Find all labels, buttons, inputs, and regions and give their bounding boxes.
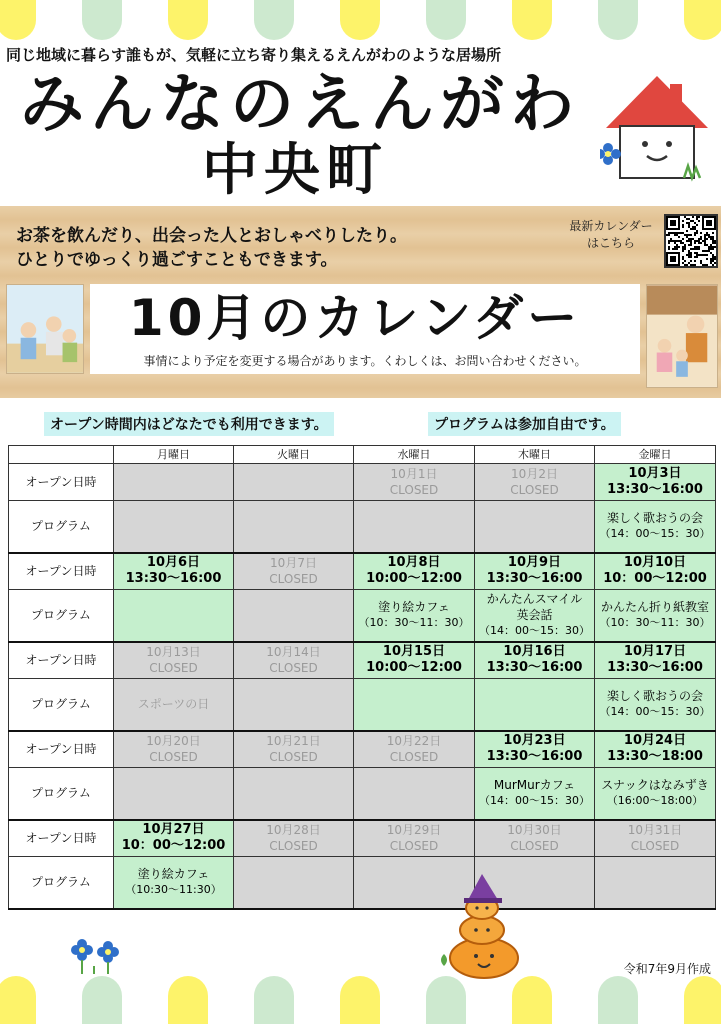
house-illustration-icon: [600, 70, 715, 190]
people-photo-left: [6, 284, 84, 374]
program-name: 塗り絵カフェ: [378, 600, 450, 615]
day-open-cell: [595, 731, 716, 768]
program-name: かんたんスマイル 英会話: [486, 592, 583, 623]
awning-stripe: [211, 0, 251, 40]
row-label-program: プログラム: [9, 501, 114, 553]
day-program-cell: [595, 857, 716, 909]
day-date: 10月22日: [386, 734, 442, 749]
day-open-cell: [595, 820, 716, 857]
awning-stripe: [0, 0, 36, 40]
day-time: CLOSED: [630, 839, 680, 854]
month-note: 事情により予定を変更する場合があります。くわしくは、お問い合わせください。: [143, 354, 587, 368]
awning-stripe: [39, 976, 79, 1024]
program-row: [9, 501, 716, 553]
day-time: CLOSED: [149, 661, 198, 676]
row-label-program: プログラム: [9, 768, 114, 820]
awning-stripe: [254, 0, 294, 40]
day-open-cell: [354, 464, 475, 501]
weekday-tuesday: 火曜日: [234, 446, 354, 464]
program-row: [9, 768, 716, 820]
awning-stripe: [426, 0, 466, 40]
day-date: 10月1日: [390, 467, 438, 481]
awning-stripe: [340, 976, 380, 1024]
awning-stripe: [469, 0, 509, 40]
day-date: 10月7日: [270, 556, 317, 571]
row-label-open: オープン日時: [9, 553, 114, 590]
day-time: 13:30～16:00: [486, 571, 583, 587]
day-program-cell: [475, 679, 595, 731]
day-date: 10月29日: [386, 823, 442, 838]
day-program-cell: [595, 590, 716, 642]
open-row: [9, 464, 716, 501]
page-subtitle: 中央町: [202, 138, 388, 203]
day-date: 10月21日: [266, 734, 321, 749]
day-program-cell: [234, 501, 354, 553]
tagline: 同じ地域に暮らす誰もが、気軽に立ち寄り集えるえんがわのような居場所: [6, 46, 502, 64]
awning-stripe: [598, 976, 638, 1024]
day-program-cell: [354, 501, 475, 553]
day-program-cell: [234, 590, 354, 642]
day-time: CLOSED: [269, 839, 318, 854]
program-row: [9, 590, 716, 642]
program-name: スナックはなみずき: [601, 778, 709, 793]
awning-stripe: [211, 976, 251, 1024]
day-program-cell: [354, 590, 475, 642]
day-open-cell: [595, 464, 716, 501]
awning-stripe: [598, 0, 638, 40]
awning-stripe: [254, 976, 294, 1024]
day-date: 10月31日: [627, 823, 683, 838]
day-time: 13:30～16:00: [486, 749, 583, 765]
day-time: CLOSED: [269, 661, 318, 676]
day-program-cell: [114, 501, 234, 553]
program-time: （16:00～18:00）: [606, 794, 704, 808]
day-program-cell: [114, 679, 234, 731]
day-date: 10月3日: [628, 466, 682, 481]
day-program-cell: [354, 679, 475, 731]
program-time: （14：00～15：30）: [599, 705, 711, 719]
awning-stripe: [39, 0, 79, 40]
day-date: 10月2日: [511, 467, 558, 481]
day-time: CLOSED: [149, 750, 198, 765]
day-date: 10月10日: [623, 555, 687, 571]
day-date: 10月13日: [146, 645, 201, 660]
day-open-cell: [595, 642, 716, 679]
day-open-cell: [234, 553, 354, 590]
month-title: 10月のカレンダー: [128, 289, 582, 347]
program-time: （10：30～11：30）: [599, 616, 711, 630]
day-date: 10月15日: [382, 644, 446, 660]
day-program-cell: [595, 679, 716, 731]
awning-stripe: [168, 976, 208, 1024]
program-time: （10:30～11:30）: [125, 883, 222, 897]
awning-stripe: [383, 976, 423, 1024]
day-program-cell: [475, 768, 595, 820]
day-time: CLOSED: [269, 750, 318, 765]
day-open-cell: [114, 464, 234, 501]
bottom-awning: [0, 976, 721, 1024]
awning-stripe: [641, 0, 681, 40]
day-open-cell: [475, 553, 595, 590]
program-time: （14：00～15：30）: [479, 794, 590, 808]
program-name: スポーツの日: [137, 697, 210, 712]
qr-label-line-1: 最新カレンダー: [569, 219, 653, 233]
notice-program: プログラムは参加自由です。: [428, 412, 621, 436]
people-photo-right: [646, 284, 718, 388]
awning-stripe: [82, 0, 122, 40]
awning-stripe: [641, 976, 681, 1024]
day-time: 13:30～16:00: [125, 571, 222, 587]
day-program-cell: [475, 501, 595, 553]
open-row: [9, 642, 716, 679]
day-open-cell: [114, 553, 234, 590]
day-time: 13:30～16:00: [607, 660, 703, 676]
day-date: 10月23日: [503, 733, 566, 749]
open-row: [9, 731, 716, 768]
calendar-table: [8, 445, 716, 910]
day-open-cell: [114, 820, 234, 857]
weekday-thursday: 木曜日: [475, 446, 595, 464]
awning-stripe: [0, 976, 36, 1024]
day-time: CLOSED: [269, 572, 318, 587]
day-open-cell: [234, 642, 354, 679]
awning-stripe: [82, 976, 122, 1024]
month-banner: [90, 284, 640, 374]
awning-stripe: [297, 0, 337, 40]
day-time: 10:00～12:00: [366, 660, 462, 676]
day-open-cell: [234, 820, 354, 857]
day-open-cell: [595, 553, 716, 590]
row-label-open: オープン日時: [9, 642, 114, 679]
day-open-cell: [234, 464, 354, 501]
program-time: （14：00～15：30）: [479, 624, 590, 638]
qr-label-line-2: はこちら: [586, 236, 635, 250]
day-time: 10：00～12:00: [603, 571, 707, 587]
day-time: 13:30～16:00: [486, 660, 583, 676]
program-time: （14：00～15：30）: [599, 527, 711, 541]
weekday-wednesday: 水曜日: [354, 446, 475, 464]
program-name: 塗り絵カフェ: [137, 867, 210, 882]
day-program-cell: [114, 768, 234, 820]
program-time: （10：30～11：30）: [358, 616, 470, 630]
day-program-cell: [234, 857, 354, 909]
day-program-cell: [234, 768, 354, 820]
weekday-friday: 金曜日: [595, 446, 716, 464]
day-open-cell: [114, 731, 234, 768]
day-open-cell: [354, 553, 475, 590]
day-open-cell: [475, 820, 595, 857]
row-label-open: オープン日時: [9, 464, 114, 501]
awning-stripe: [125, 976, 165, 1024]
awning-stripe: [555, 0, 595, 40]
day-program-cell: [234, 679, 354, 731]
blue-flowers-icon: [70, 936, 130, 976]
day-program-cell: [595, 501, 716, 553]
day-date: 10月17日: [623, 644, 687, 660]
day-time: 10:00～12:00: [366, 571, 462, 587]
day-date: 10月16日: [503, 644, 566, 660]
day-time: CLOSED: [510, 483, 559, 497]
awning-stripe: [512, 0, 552, 40]
intro-text: [16, 224, 407, 272]
awning-stripe: [512, 976, 552, 1024]
day-program-cell: [114, 857, 234, 909]
awning-stripe: [684, 976, 721, 1024]
halloween-pumpkins-icon: [436, 870, 526, 980]
awning-stripe: [684, 0, 721, 40]
row-label-program: プログラム: [9, 590, 114, 642]
day-program-cell: [475, 590, 595, 642]
row-label-program: プログラム: [9, 857, 114, 909]
awning-stripe: [125, 0, 165, 40]
day-program-cell: [114, 590, 234, 642]
awning-stripe: [297, 976, 337, 1024]
program-name: 楽しく歌おうの会: [606, 689, 703, 704]
day-date: 10月28日: [266, 823, 321, 838]
day-open-cell: [354, 820, 475, 857]
day-date: 10月24日: [623, 733, 687, 749]
top-awning: [0, 0, 721, 42]
day-open-cell: [234, 731, 354, 768]
day-program-cell: [354, 768, 475, 820]
qr-code-icon[interactable]: [664, 214, 718, 268]
awning-stripe: [426, 976, 466, 1024]
day-time: 13:30～18:00: [607, 749, 703, 765]
day-open-cell: [475, 464, 595, 501]
open-row: [9, 820, 716, 857]
day-open-cell: [475, 642, 595, 679]
qr-label: [560, 218, 662, 252]
weekday-header-row: [9, 446, 716, 464]
day-date: 10月30日: [507, 823, 562, 838]
awning-stripe: [383, 0, 423, 40]
day-time: CLOSED: [389, 839, 439, 854]
awning-stripe: [469, 976, 509, 1024]
day-open-cell: [354, 731, 475, 768]
day-program-cell: [595, 768, 716, 820]
program-name: 楽しく歌おうの会: [606, 511, 703, 526]
weekday-monday: 月曜日: [114, 446, 234, 464]
awning-stripe: [555, 976, 595, 1024]
notice-open-hours: オープン時間内はどなたでも利用できます。: [44, 412, 334, 436]
row-label-open: オープン日時: [9, 820, 114, 857]
program-name: MurMurカフェ: [493, 778, 576, 793]
day-date: 10月27日: [142, 822, 205, 838]
page-title: みんなのえんがわ: [20, 68, 580, 142]
day-date: 10月6日: [146, 555, 201, 571]
day-time: CLOSED: [389, 483, 439, 497]
day-date: 10月14日: [266, 645, 321, 660]
day-open-cell: [475, 731, 595, 768]
day-open-cell: [114, 642, 234, 679]
day-open-cell: [354, 642, 475, 679]
day-time: CLOSED: [389, 750, 439, 765]
day-time: 13:30～16:00: [607, 482, 703, 497]
row-label-program: プログラム: [9, 679, 114, 731]
awning-stripe: [340, 0, 380, 40]
program-row: [9, 679, 716, 731]
header-corner: [9, 446, 114, 464]
day-time: 10：00～12:00: [121, 838, 226, 854]
awning-stripe: [168, 0, 208, 40]
intro-line-1: お茶を飲んだり、出会った人とおしゃべりしたり。: [16, 226, 407, 246]
day-date: 10月9日: [507, 555, 562, 571]
day-date: 10月20日: [146, 734, 201, 749]
day-date: 10月8日: [387, 555, 441, 571]
program-row: [9, 857, 716, 909]
open-row: [9, 553, 716, 590]
created-date: 令和7年9月作成: [623, 962, 711, 976]
row-label-open: オープン日時: [9, 731, 114, 768]
day-time: CLOSED: [510, 839, 559, 854]
intro-line-2: ひとりでゆっくり過ごすこともできます。: [16, 250, 338, 270]
program-name: かんたん折り紙教室: [600, 600, 709, 615]
